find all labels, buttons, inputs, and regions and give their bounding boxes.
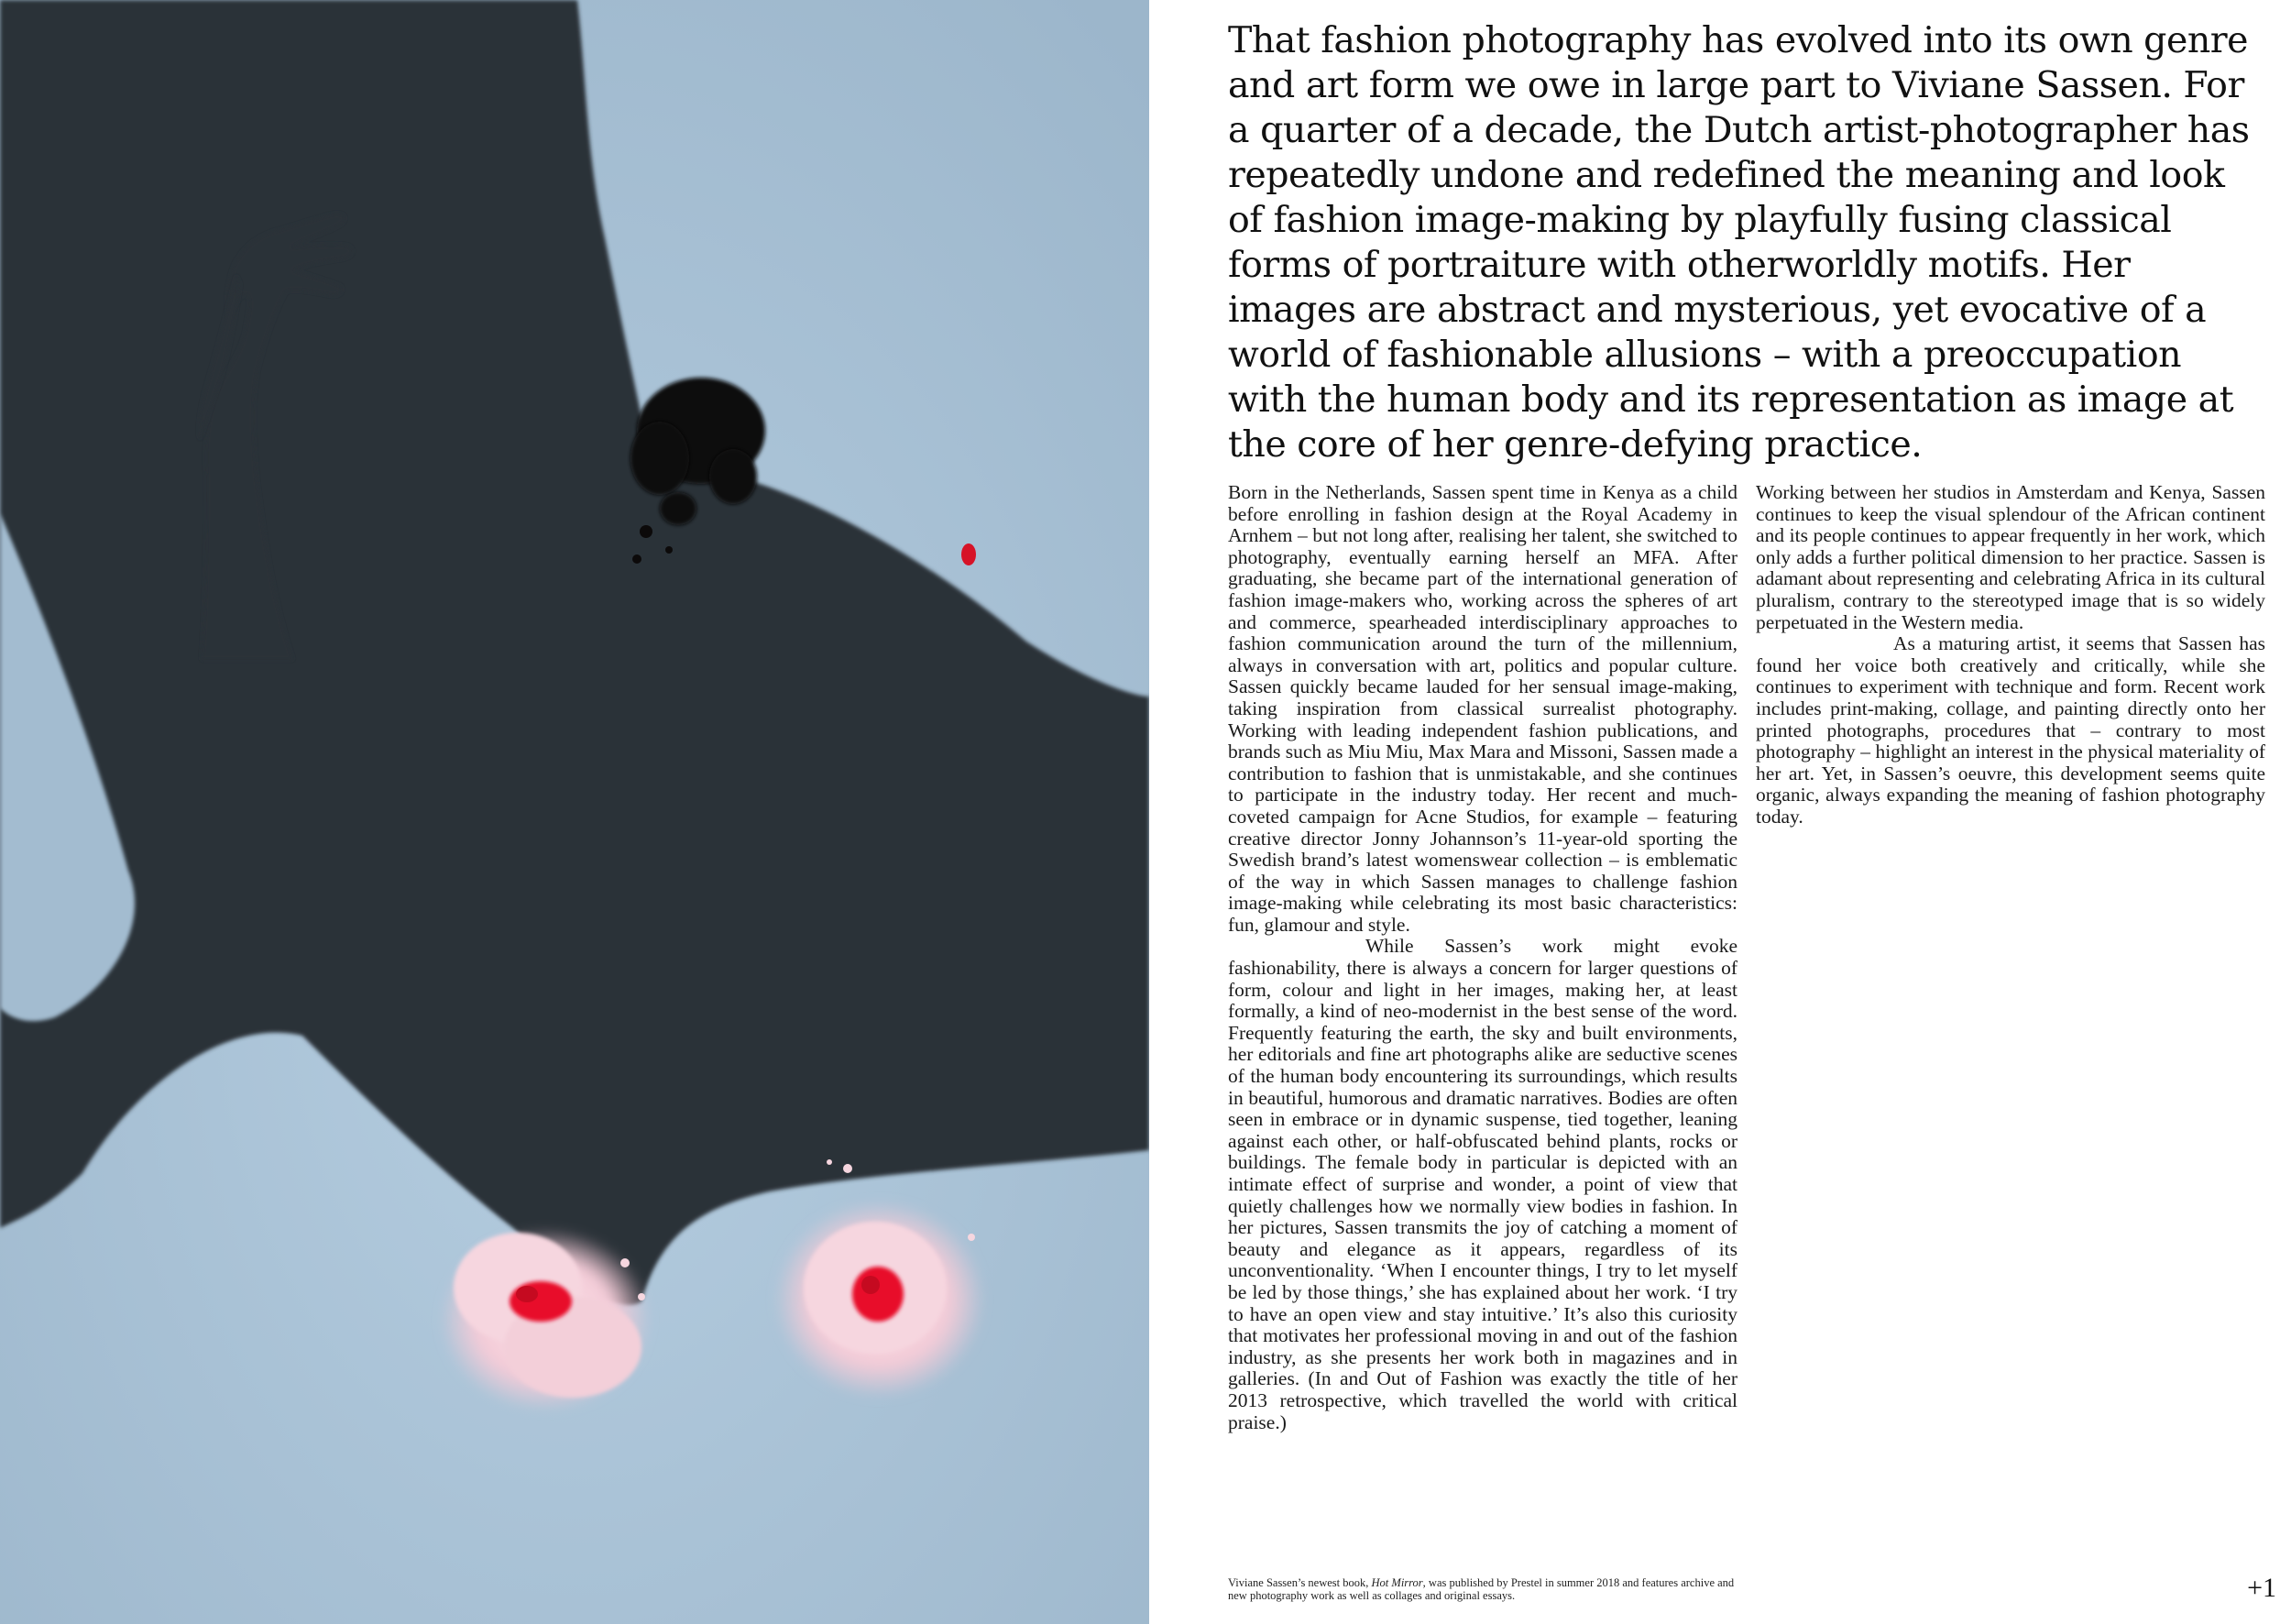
footnote-book-title: Hot Mirror [1371, 1576, 1423, 1589]
left-paint-splash [440, 1228, 651, 1411]
body-column-right [1756, 482, 2265, 828]
lead-paragraph: That fashion photography has evolved into its own genre and art form we owe in large part to Viviane Sassen. For a quarter of a decade, the Dutch artist-photographer has repeatedly undone and redefined the meaning and look of fashion image-making by playfully fusing classical forms of portraiture with otherworldly motifs. Her images are abstract and mysterious, yet evocative of a world of fashionable allusions – with a preoccupation with the human body and its representation as image at the core of her genre-defying practice. [1228, 19, 2250, 466]
body-paragraph: As a maturing artist, it seems that Sassen has found her voice both creatively and critically, while she continues to experiment with technique and form. Recent work includes print-making, collage, and painting directly onto her printed photographs, procedures that – contrary to most photography – highlight an interest in the physical materiality of her art. Yet, in Sassen’s oeuvre, this development seems quite organic, always expanding the meaning of fashion photography today. [1756, 632, 2265, 828]
body-paragraph: Working between her studios in Amsterdam and Kenya, Sassen continues to keep the visual splendour of the African continent and its people continues to appear frequently in her work, which only adds a further political dimension to her practice. Sassen is adamant about representing and celebrating Africa in its cultural pluralism, contrary to the stereotyped image that is so widely perpetuated in the Western media. [1756, 481, 2265, 633]
body-paragraph: Born in the Netherlands, Sassen spent time in Kenya as a child before enrolling in fashion design at the Royal Academy in Arnhem – but not long after, realising her talent, she switched to photography, eventually earning herself an MFA. After graduating, she became part of the international generation of fashion image-makers who, working across the spheres of art and commerce, spearheaded interdisciplinary approaches to fashion communication around the turn of the millennium, always in conversation with art, politics and popular culture. Sassen quickly became lauded for her sensual image-making, taking inspiration from classical surrealist photography. Working with leading independent fashion publications, and brands such as Miu Miu, Max Mara and Missoni, Sassen made a contribution to fashion that is unmistakable, and she continues to participate in the industry today. Her recent and much-coveted campaign for Acne Studios, for example – featuring creative director Jonny Johannson’s 11-year-old sporting the Swedish brand’s latest womenswear collection – is emblematic of the way in which Sassen manages to challenge fashion image-making while celebrating its most basic characteristics: fun, glamour and style. [1228, 481, 1737, 936]
footnote-text-before: Viviane Sassen’s newest book, [1228, 1576, 1372, 1589]
page-number: +1 [2247, 1573, 2276, 1603]
footnote-text-after: , was published by Prestel in summer 2018 and features archive and new photography work as well as collages and original essays. [1228, 1576, 1735, 1602]
footnote [1228, 1577, 1741, 1602]
body-paragraph: While Sassen’s work might evoke fashionability, there is always a concern for larger questions of form, colour and light in her images, making her, at least formally, a kind of neo-modernist in the best sense of the word. Frequently featuring the earth, the sky and built environments, her editorials and fine art photographs alike are seductive scenes of the human body encountering its surroundings, which results in beautiful, humorous and dramatic narratives. Bodies are often seen in embrace or in dynamic suspense, tied together, leaning against each other, or half-obfuscated behind plants, rocks or buildings. The female body in particular is depicted with an intimate effect of surprise and wonder, a point of view that quietly challenges how we normally view bodies in fashion. In her pictures, Sassen transmits the joy of catching a moment of beauty and elegance as it appears, regardless of its unconventionality. ‘When I encounter things, I try to let myself be led by those things,’ she has explained about her work. ‘I try to have an open view and stay intuitive.’ It’s also this curiosity that motivates her professional moving in and out of the fashion industry, as she presents her work both in magazines and in galleries. (In and Out of Fashion was exactly the title of her 2013 retrospective, which travelled the world with critical praise.) [1228, 935, 1737, 1433]
body-column-left [1228, 482, 1737, 1433]
red-dot [961, 543, 976, 565]
article-text-page [1149, 0, 2291, 1624]
